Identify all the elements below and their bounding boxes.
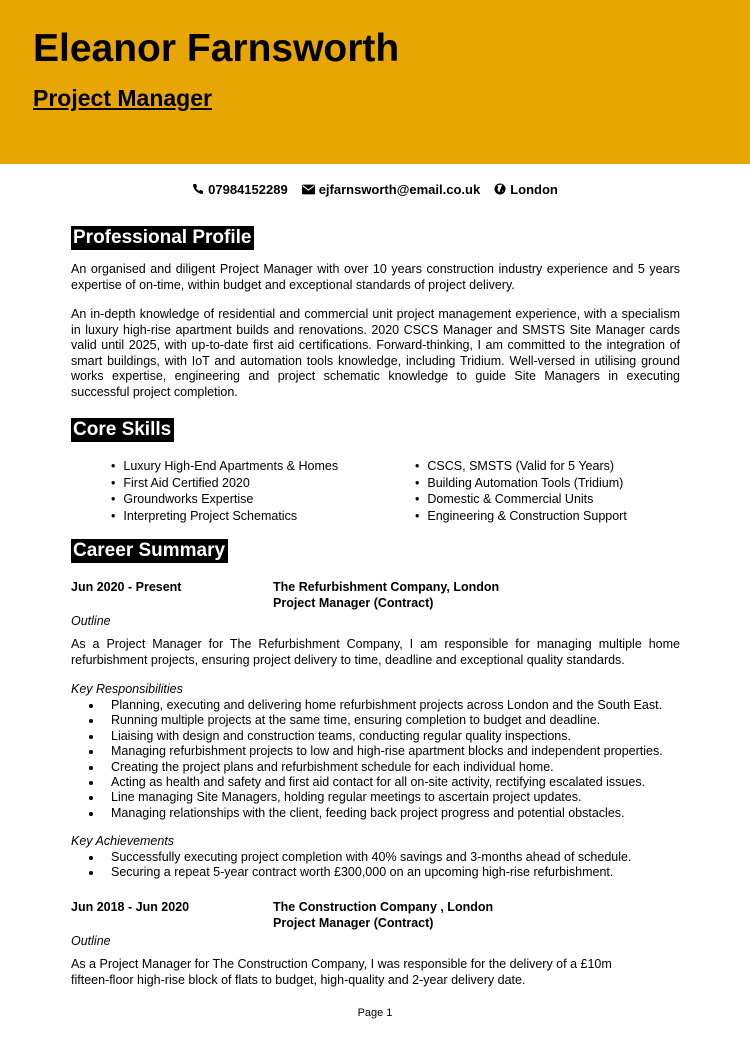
- responsibilities-list: [88, 698, 663, 821]
- achievements-label: Key Achievements: [71, 834, 175, 848]
- skill-item: • Building Automation Tools (Tridium): [415, 475, 627, 492]
- skills-list-right: [415, 458, 627, 524]
- candidate-name: Eleanor Farnsworth: [33, 27, 400, 70]
- list-item: Managing relationships with the client, feeding back project progress and potential obstacles.: [88, 806, 663, 821]
- list-item: Securing a repeat 5-year contract worth £300,000 on an upcoming high-rise refurbishment.: [88, 865, 631, 880]
- skill-item: • CSCS, SMSTS (Valid for 5 Years): [415, 458, 627, 475]
- job-title: Project Manager: [33, 85, 212, 111]
- list-item: Successfully executing project completion with 40% savings and 3-months ahead of schedule.: [88, 850, 631, 865]
- outline-label: Outline: [71, 934, 111, 948]
- profile-paragraph-1: An organised and diligent Project Manager with over 10 years construction industry experience and 5 years expertise of on-time, within budget and exceptional standards of project delivery.: [71, 262, 680, 292]
- job-role: Project Manager (Contract): [273, 916, 434, 930]
- skill-item: • First Aid Certified 2020: [111, 475, 338, 492]
- skill-item: • Domestic & Commercial Units: [415, 491, 627, 508]
- list-item: Acting as health and safety and first aid contact for all on-site activity, rectifying escalated issues.: [88, 775, 663, 790]
- contact-bar: [0, 180, 750, 198]
- contact-phone[interactable]: [192, 182, 288, 197]
- section-heading-career: Career Summary: [71, 539, 228, 563]
- skills-list-left: [111, 458, 338, 524]
- list-item: Planning, executing and delivering home refurbishment projects across London and the South East.: [88, 698, 663, 713]
- list-item: Creating the project plans and refurbishment schedule for each individual home.: [88, 760, 663, 775]
- job-role: Project Manager (Contract): [273, 596, 434, 610]
- job-company: The Construction Company , London: [273, 900, 494, 914]
- skill-item: • Interpreting Project Schematics: [111, 508, 338, 525]
- job-outline: As a Project Manager for The Refurbishment Company, I am responsible for managing multiple home refurbishment projects, ensuring project delivery to time, deadline and exceptional quality standards.: [71, 637, 680, 667]
- job-dates: Jun 2018 - Jun 2020: [71, 900, 190, 914]
- phone-text: 07984152289: [208, 181, 288, 197]
- envelope-icon: [302, 184, 315, 195]
- responsibilities-label: Key Responsibilities: [71, 682, 183, 696]
- contact-email[interactable]: [302, 182, 481, 197]
- list-item: Line managing Site Managers, holding regular meetings to ascertain project updates.: [88, 790, 663, 805]
- header-band: [0, 0, 750, 164]
- skill-item: • Groundworks Expertise: [111, 491, 338, 508]
- job-dates: Jun 2020 - Present: [71, 580, 182, 594]
- email-text: ejfarnsworth@email.co.uk: [318, 181, 481, 197]
- phone-icon: [192, 183, 204, 195]
- achievements-list: [88, 850, 631, 881]
- job-outline: As a Project Manager for The Construction Company, I was responsible for the delivery of a £10m fifteen-floor high-rise block of flats to budget, high-quality and 2-year delivery date.: [71, 957, 612, 987]
- skill-item: • Luxury High-End Apartments & Homes: [111, 458, 338, 475]
- job-company: The Refurbishment Company, London: [273, 580, 500, 594]
- page-number: Page 1: [357, 1007, 393, 1019]
- location-text: London: [510, 181, 558, 197]
- section-heading-profile: Professional Profile: [71, 226, 254, 250]
- profile-paragraph-2: An in-depth knowledge of residential and commercial unit project management experience, with a specialism in luxury high-rise apartment builds and renovations. 2020 CSCS Manager and SMSTS Site Manager cards valid until 2025, with up-to-date first aid certifications. Forward-thinking, I am committed to the integration of smart buildings, with IoT and automation tools knowledge, including Tridium. Well-versed in utilising ground works expertise, engineering and project schematic knowledge to guide Site Managers in executing successful project completion.: [71, 307, 680, 399]
- list-item: Liaising with design and construction teams, conducting regular quality inspections.: [88, 729, 663, 744]
- contact-location: [494, 182, 558, 197]
- list-item: Managing refurbishment projects to low and high-rise apartment blocks and independent properties.: [88, 744, 663, 759]
- section-heading-skills: Core Skills: [71, 418, 174, 442]
- outline-label: Outline: [71, 614, 111, 628]
- list-item: Running multiple projects at the same time, ensuring completion to budget and deadline.: [88, 713, 663, 728]
- skill-item: • Engineering & Construction Support: [415, 508, 627, 525]
- globe-icon: [494, 183, 506, 195]
